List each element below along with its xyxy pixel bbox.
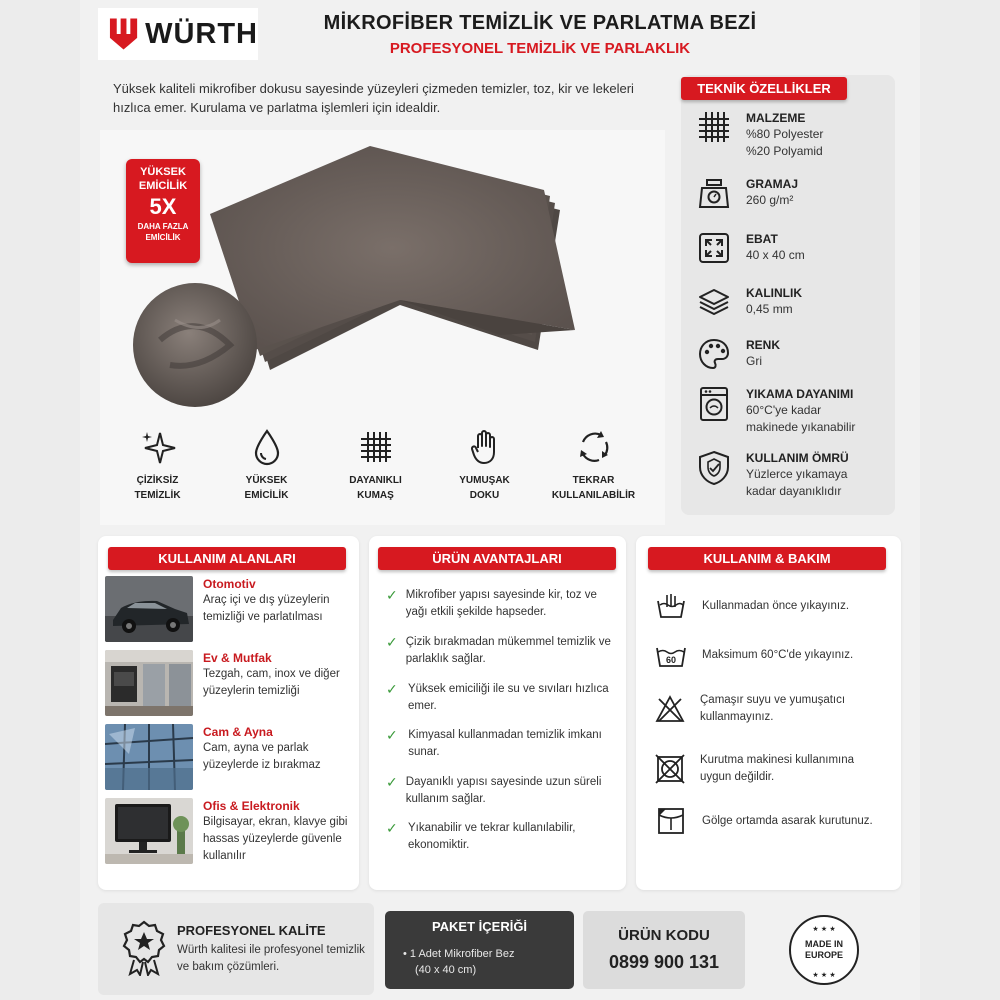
usage-desc: Bilgisayar, ekran, klavye gibi hassas yüzeylerde güvenle kullanılır [203, 816, 348, 862]
care-item [655, 591, 885, 621]
advantage-text: Yüksek emiciliği ile su ve sıvıları hızlıca emer. [407, 683, 609, 712]
scale-icon [694, 176, 734, 216]
check-icon: ✓ [386, 820, 398, 836]
intro-text: Yüksek kaliteli mikrofiber dokusu sayesinde yüzeyleri çizmeden temizler, toz, kir ve lekeleri hızlıca emer. Kurulama ve parlatma işlemleri için idealdir. [113, 81, 634, 115]
kitchen-image [105, 650, 193, 716]
page-subtitle: PROFESYONEL TEMİZLİK VE PARLAKLIK [389, 40, 691, 57]
spec-value: Gri [746, 354, 762, 368]
spec-lifetime [694, 450, 849, 500]
spec-value: Yüzlerce yıkamaya [746, 467, 848, 481]
usage-head: Ofis & Elektronik [203, 799, 300, 813]
advantage-text: Kimyasal kullanmadan temizlik imkanı sunar. [408, 729, 602, 758]
recycle-icon [539, 425, 648, 469]
spec-head: KULLANIM ÖMRÜ [746, 451, 849, 465]
spec-wash [694, 386, 855, 436]
quality-badge-icon [120, 920, 168, 981]
care-text: Kullanmadan önce yıkayınız. [702, 599, 850, 612]
monitor-image [105, 798, 193, 864]
advantage-text: Dayanıklı yapısı sayesinde uzun süreli kullanım sağlar. [405, 776, 602, 805]
spec-value: 40 x 40 cm [746, 248, 805, 262]
advantage-text: Mikrofiber yapısı sayesinde kir, toz ve yağı etkili şekilde hapseder. [405, 589, 597, 618]
line-dry-shade-icon [655, 806, 687, 836]
spec-value: 260 g/m² [746, 193, 794, 207]
advantage-text: Çizik bırakmadan mükemmel temizlik ve parlaklık sağlar. [405, 636, 611, 665]
product-code-label: ÜRÜN KODU [618, 927, 710, 944]
feature-item [539, 425, 648, 503]
drop-icon [212, 425, 321, 469]
advantage-item [386, 774, 611, 808]
usage-item [105, 650, 348, 716]
spec-head: MALZEME [746, 111, 806, 125]
spec-head: GRAMAJ [746, 177, 799, 191]
absorbency-badge [126, 159, 200, 263]
advantage-item [386, 634, 611, 668]
wurth-emblem-icon [108, 16, 139, 52]
sparkle-icon [103, 425, 212, 469]
care-text: Çamaşır suyu ve yumuşatıcı kullanmayınız. [700, 694, 846, 723]
hand-icon [430, 425, 539, 469]
care-text: Kurutma makinesi kullanımına uygun değildir. [700, 754, 855, 783]
spec-head: RENK [746, 338, 781, 352]
advantage-item [386, 727, 611, 761]
badge-big: 5X [149, 194, 177, 219]
spec-size [694, 231, 805, 271]
feature-label-1: YUMUŞAK [459, 475, 510, 486]
tech-specs-title: TEKNİK ÖZELLİKLER [681, 77, 847, 100]
feature-label-1: YÜKSEK [245, 475, 288, 486]
svg-text:★ ★ ★: ★ ★ ★ [812, 971, 836, 979]
badge-line2: EMİCİLİK [138, 180, 188, 192]
spec-value: makinede yıkanabilir [746, 420, 856, 434]
advantages-title: ÜRÜN AVANTAJLARI [378, 547, 616, 570]
fabric-weave-icon [694, 110, 734, 150]
glass-building-image [105, 724, 193, 790]
layers-icon [694, 285, 734, 325]
spec-material [694, 110, 823, 160]
usage-item [105, 724, 348, 790]
wash-temp-label: 60 [665, 655, 677, 665]
spec-head: YIKAMA DAYANIMI [746, 387, 854, 401]
advantage-item [386, 820, 611, 854]
spec-head: KALINLIK [746, 286, 802, 300]
usage-desc: Cam, ayna ve parlak yüzeylerde iz bırakmaz [203, 742, 321, 771]
check-icon: ✓ [386, 727, 398, 743]
quality-title: PROFESYONEL KALİTE [177, 923, 326, 938]
check-icon: ✓ [386, 681, 398, 697]
package-contents [385, 911, 574, 989]
made-in-label-1: MADE IN [805, 939, 843, 949]
quality-desc: Würth kalitesi ile profesyonel temizlik ve bakım çözümleri. [177, 944, 365, 973]
feature-item [321, 425, 430, 503]
usage-item [105, 798, 348, 865]
feature-item [212, 425, 321, 503]
care-item [655, 640, 885, 670]
hand-wash-icon [655, 591, 687, 621]
feature-label-1: ÇİZİKSİZ [136, 475, 179, 486]
car-image [105, 576, 193, 642]
badge-line3: DAHA FAZLA [137, 222, 189, 231]
care-item [655, 806, 885, 836]
fabric-icon [321, 425, 430, 469]
product-code-box [583, 911, 745, 989]
usage-item [105, 576, 348, 642]
badge-line1: YÜKSEK [140, 166, 186, 178]
spec-color [694, 337, 780, 377]
feature-item [103, 425, 212, 503]
made-in-europe-seal [789, 915, 859, 985]
care-title: KULLANIM & BAKIM [648, 547, 886, 570]
made-in-label-2: EUROPE [804, 950, 843, 960]
usage-head: Otomotiv [203, 577, 256, 591]
feature-label-1: DAYANIKLI [349, 475, 402, 486]
page-title: MİKROFİBER TEMİZLİK VE PARLATMA BEZİ [323, 12, 757, 34]
feature-label-1: TEKRAR [572, 475, 615, 486]
feature-label-2: KUMAŞ [357, 490, 394, 501]
care-item [655, 752, 885, 786]
feature-label-2: KULLANILABİLİR [551, 490, 636, 501]
usage-desc: Tezgah, cam, inox ve diğer yüzeylerin temizliği [203, 668, 340, 697]
check-icon: ✓ [386, 774, 398, 790]
usage-desc: Araç içi ve dış yüzeylerin temizliği ve parlatılması [203, 594, 330, 623]
expand-icon [694, 231, 734, 271]
svg-text:★ ★ ★: ★ ★ ★ [812, 925, 836, 933]
spec-value: kadar dayanıklıdır [746, 484, 842, 498]
feature-label-2: EMİCİLİK [244, 490, 289, 501]
brand-logo [98, 8, 258, 60]
product-code-value: 0899 900 131 [608, 952, 720, 972]
spec-value: %20 Polyamid [746, 144, 823, 158]
care-text: Gölge ortamda asarak kurutunuz. [702, 814, 873, 827]
no-tumble-dry-icon [655, 754, 685, 784]
spec-head: EBAT [746, 232, 778, 246]
usage-head: Cam & Ayna [203, 725, 273, 739]
feature-row [103, 425, 663, 503]
spec-value: 0,45 mm [746, 302, 793, 316]
usage-head: Ev & Mutfak [203, 651, 272, 665]
package-title: PAKET İÇERİĞİ [431, 919, 528, 934]
usage-title: KULLANIM ALANLARI [108, 547, 346, 570]
package-size: (40 x 40 cm) [415, 964, 477, 976]
spec-value: %80 Polyester [746, 127, 824, 141]
spec-thickness [694, 285, 802, 325]
advantage-text: Yıkanabilir ve tekrar kullanılabilir, ekonomiktir. [408, 822, 576, 851]
check-icon: ✓ [386, 634, 398, 650]
wash-60-icon [655, 640, 687, 670]
badge-line4: EMİCİLİK [145, 233, 181, 242]
shield-icon [694, 450, 734, 490]
spec-weight [694, 176, 798, 216]
advantage-item [386, 681, 611, 715]
care-text: Maksimum 60°C'de yıkayınız. [702, 648, 854, 661]
spec-value: 60°C'ye kadar [746, 403, 822, 417]
feature-label-2: DOKU [469, 490, 500, 501]
check-icon: ✓ [386, 587, 398, 603]
no-bleach-icon [655, 694, 685, 724]
palette-icon [694, 337, 734, 377]
advantage-item [386, 587, 611, 621]
feature-item [430, 425, 539, 503]
washing-machine-icon [694, 386, 734, 426]
package-item: • 1 Adet Mikrofiber Bez [403, 948, 515, 960]
feature-label-2: TEMİZLİK [134, 490, 181, 501]
brand-name: WÜRTH [145, 17, 258, 50]
care-item [655, 692, 885, 726]
